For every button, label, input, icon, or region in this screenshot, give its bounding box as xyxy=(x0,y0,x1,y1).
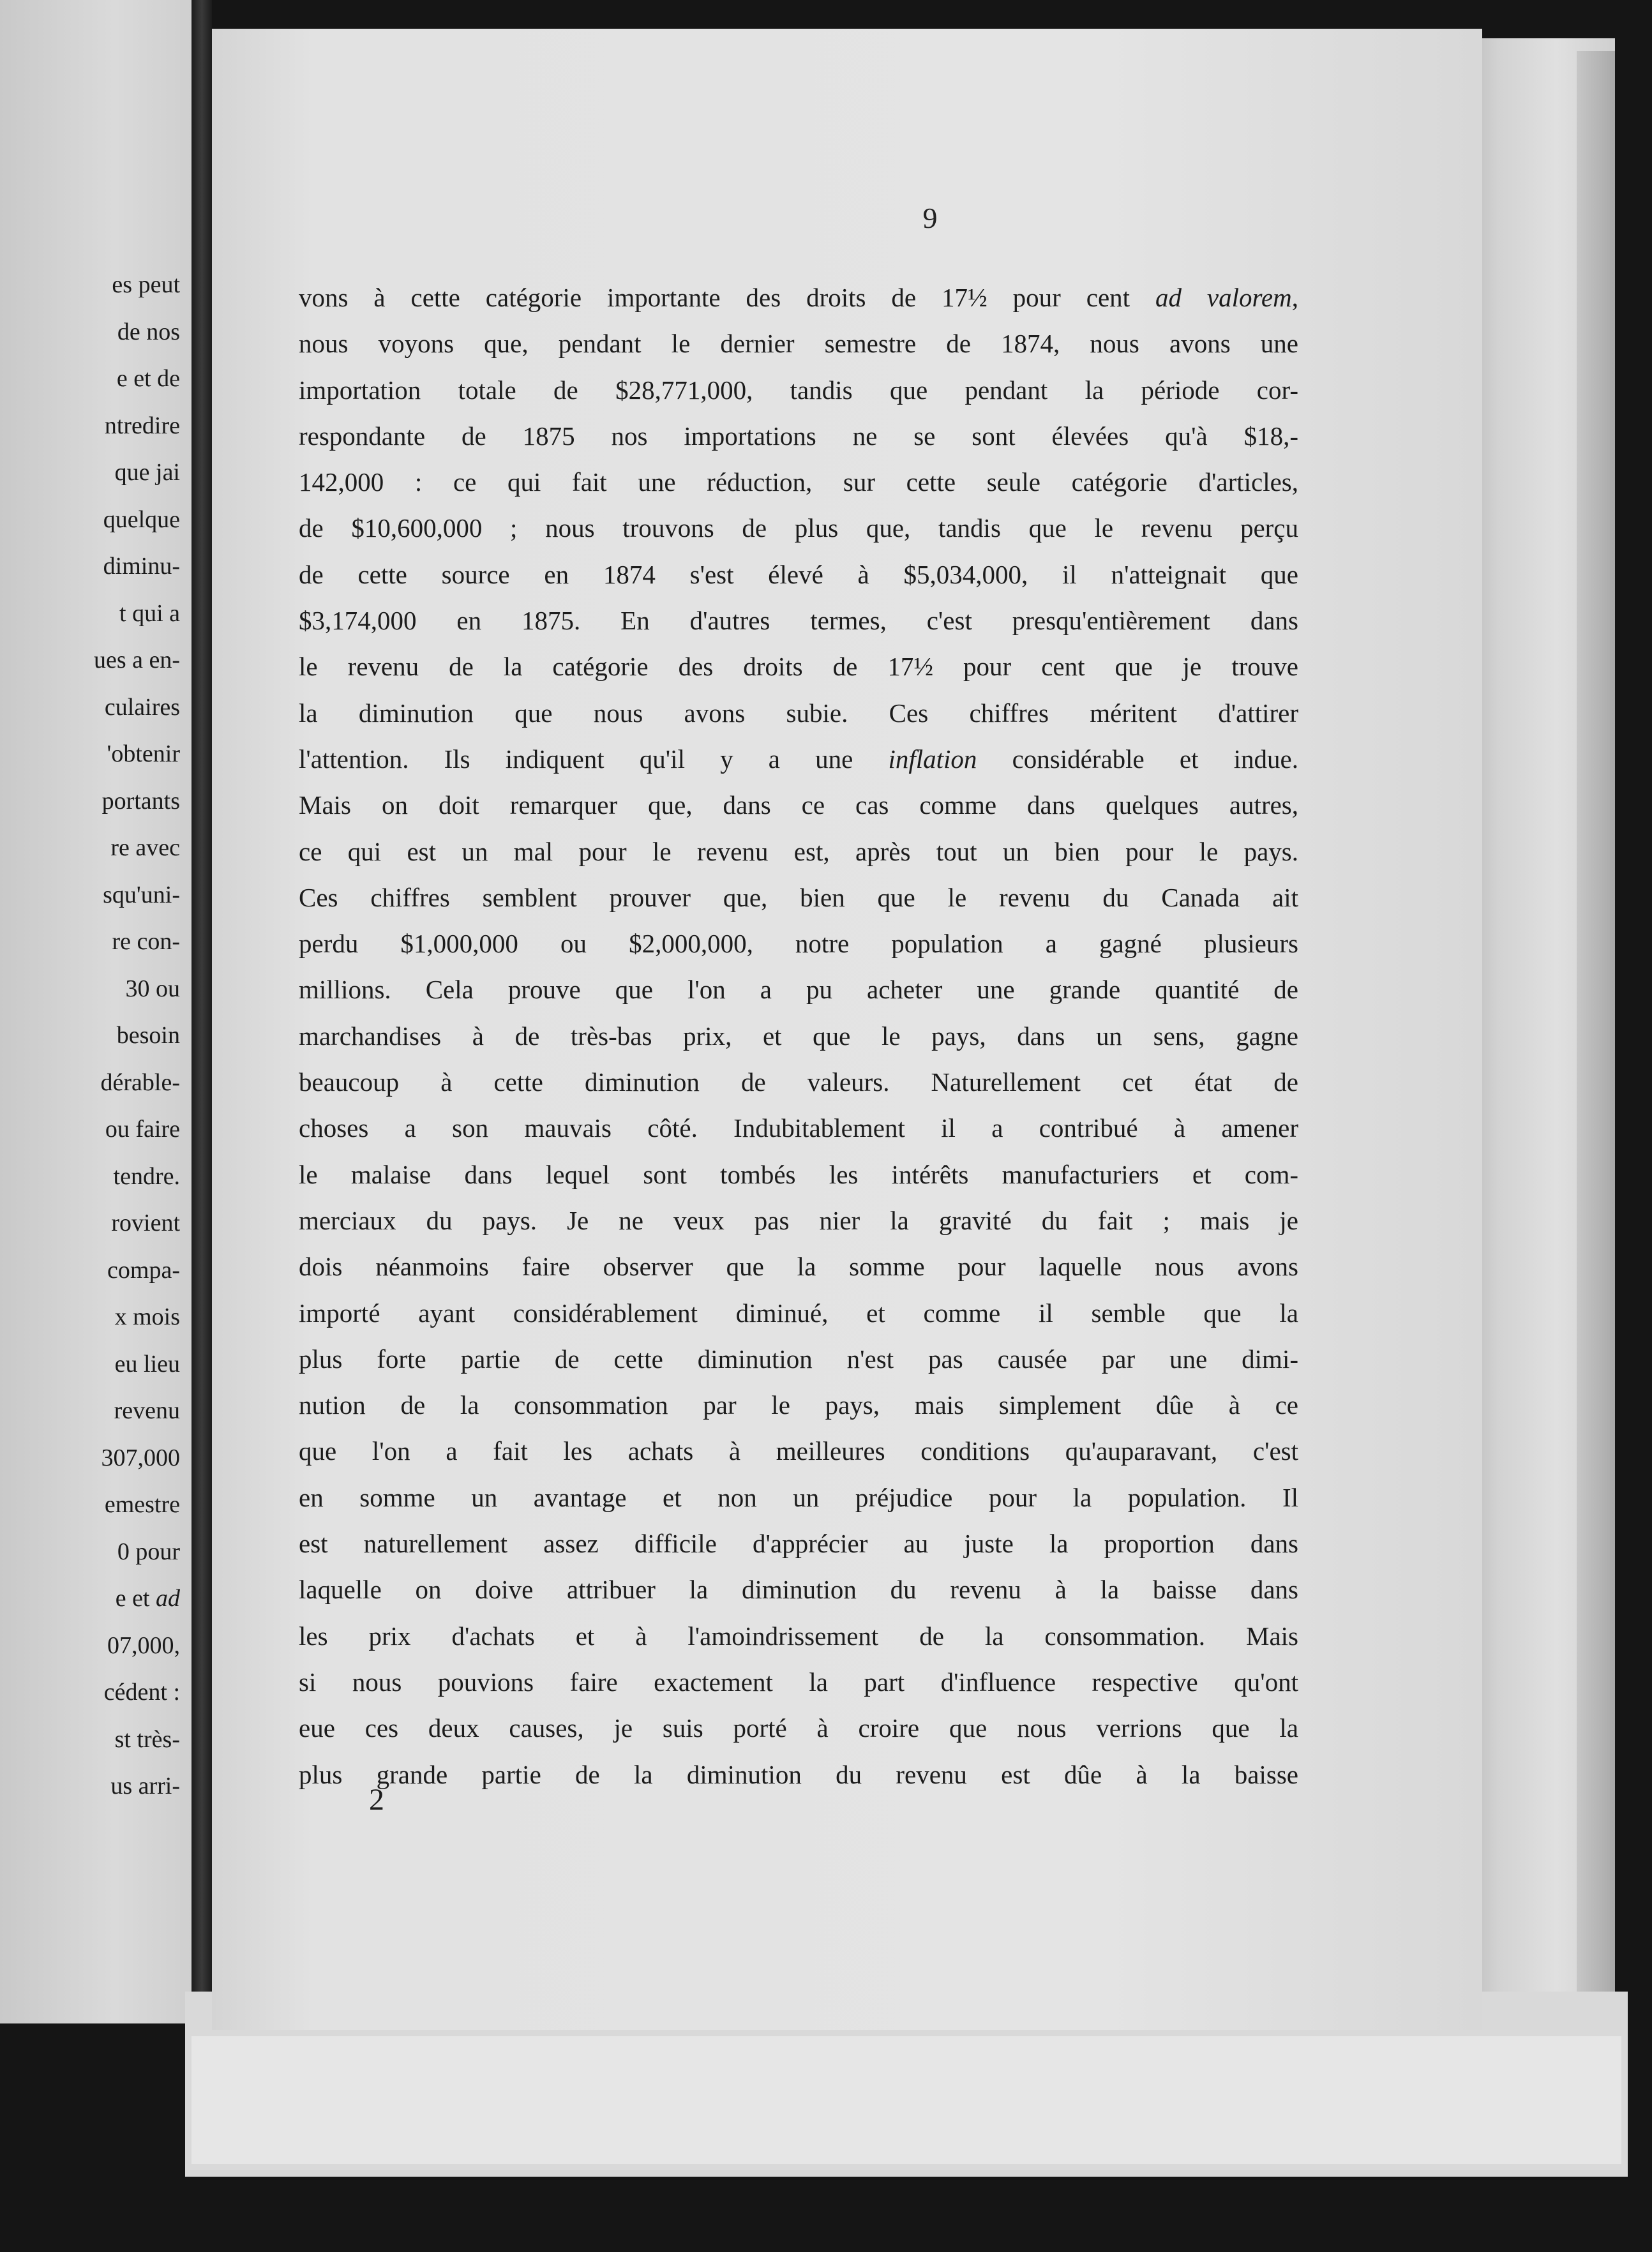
left-page-line: revenu xyxy=(114,1397,180,1424)
left-page-line: compa- xyxy=(107,1256,180,1284)
left-page-line: quelque xyxy=(103,506,180,533)
left-page-line: 307,000 xyxy=(101,1444,180,1471)
text-line: importation totale de $28,771,000, tandis que pendant la période cor- xyxy=(299,375,1298,405)
cover-edge xyxy=(1577,51,1615,2158)
text-line: eue ces deux causes, je suis porté à croire que nous verrions que la xyxy=(299,1713,1298,1743)
text-line: de cette source en 1874 s'est élevé à $5,034,000, il n'atteignait que xyxy=(299,559,1298,589)
text-line: l'attention. Ils indiquent qu'il y a une inflation considérable et indue. xyxy=(299,744,1298,774)
left-page-line: st très- xyxy=(114,1725,180,1753)
left-page-line: ues a en- xyxy=(93,647,180,673)
text-line: nution de la consommation par le pays, mais simplement dûe à ce xyxy=(299,1390,1298,1420)
text-line: nous voyons que, pendant le dernier semestre de 1874, nous avons une xyxy=(299,329,1298,359)
text-line: vons à cette catégorie importante des droits de 17½ pour cent ad valorem, xyxy=(299,283,1298,312)
text-line: beaucoup à cette diminution de valeurs. Naturellement cet état de xyxy=(299,1067,1298,1097)
page-number: 9 xyxy=(922,202,938,234)
left-page-text xyxy=(94,262,180,1810)
left-page-line: t qui a xyxy=(119,599,180,627)
left-page-line: emestre xyxy=(104,1491,180,1518)
text-line: laquelle on doive attribuer la diminution du revenu à la baisse dans xyxy=(299,1575,1298,1605)
text-line: le malaise dans lequel sont tombés les intérêts manufacturiers et com- xyxy=(299,1159,1298,1189)
text-line: plus grande partie de la diminution du revenu est dûe à la baisse xyxy=(299,1759,1298,1789)
left-page-line: que jai xyxy=(114,459,180,486)
left-page-line: es peut xyxy=(112,271,180,298)
text-line: marchandises à de très-bas prix, et que le pays, dans un sens, gagne xyxy=(299,1021,1298,1051)
text-line: respondante de 1875 nos importations ne se sont élevées qu'à $18,- xyxy=(299,421,1298,451)
text-line: le revenu de la catégorie des droits de 17½ pour cent que je trouve xyxy=(299,652,1298,682)
left-page-line: ou faire xyxy=(105,1116,180,1143)
left-page-line: re avec xyxy=(110,834,180,861)
text-line: 142,000 : ce qui fait une réduction, sur cette seule catégorie d'articles, xyxy=(299,467,1298,497)
left-page-line: tendre. xyxy=(113,1162,180,1190)
left-page-line: ntredire xyxy=(104,412,180,439)
left-page-line: 07,000, xyxy=(107,1632,180,1659)
left-facing-page xyxy=(0,0,191,2023)
text-line: la diminution que nous avons subie. Ces chiffres méritent d'attirer xyxy=(299,698,1298,728)
text-line: millions. Cela prouve que l'on a pu acheter une grande quantité de xyxy=(299,975,1298,1005)
left-page-line: de nos xyxy=(117,318,180,345)
left-page-line: eu lieu xyxy=(114,1350,180,1377)
text-line: Mais on doit remarquer que, dans ce cas comme dans quelques autres, xyxy=(299,790,1298,820)
text-line: est naturellement assez difficile d'apprécier au juste la proportion dans xyxy=(299,1529,1298,1559)
page-stack-bottom-lower xyxy=(191,2036,1621,2164)
signature-mark: 2 xyxy=(369,1783,384,1817)
left-page-line: portants xyxy=(101,787,180,814)
text-line: les prix d'achats et à l'amoindrissement de la consommation. Mais xyxy=(299,1621,1298,1651)
text-line: si nous pouvions faire exactement la part d'influence respective qu'ont xyxy=(299,1667,1298,1697)
text-line: de $10,600,000 ; nous trouvons de plus que, tandis que le revenu perçu xyxy=(299,513,1298,543)
left-page-line: re con- xyxy=(112,928,180,955)
left-page-line: 30 ou xyxy=(125,975,180,1002)
book-gutter xyxy=(191,0,212,2043)
text-line: plus forte partie de cette diminution n'est pas causée par une dimi- xyxy=(299,1344,1298,1374)
left-page-line: 'obtenir xyxy=(107,740,180,767)
left-page-line: us arri- xyxy=(110,1773,180,1799)
left-page-line: cédent : xyxy=(103,1679,180,1706)
left-page-line: dérable- xyxy=(100,1069,180,1096)
left-page-line: besoin xyxy=(116,1022,180,1049)
left-page-line: 0 pour xyxy=(117,1538,180,1565)
left-page-line: e et de xyxy=(116,365,180,392)
left-page-line: x mois xyxy=(114,1303,180,1330)
left-page-line: e et ad xyxy=(115,1585,180,1612)
text-line: choses a son mauvais côté. Indubitablement il a contribué à amener xyxy=(299,1113,1298,1143)
text-line: dois néanmoins faire observer que la somme pour laquelle nous avons xyxy=(299,1252,1298,1282)
left-page-line: culaires xyxy=(104,693,180,721)
text-line: ce qui est un mal pour le revenu est, après tout un bien pour le pays. xyxy=(299,836,1298,866)
body-text xyxy=(299,274,1298,1798)
left-page-line: rovient xyxy=(111,1210,180,1236)
text-line: perdu $1,000,000 ou $2,000,000, notre population a gagné plusieurs xyxy=(299,929,1298,959)
text-line: $3,174,000 en 1875. En d'autres termes, c'est presqu'entièrement dans xyxy=(299,606,1298,636)
left-page-line: squ'uni- xyxy=(103,881,180,908)
text-line: Ces chiffres semblent prouver que, bien que le revenu du Canada ait xyxy=(299,882,1298,912)
text-line: en somme un avantage et non un préjudice pour la population. Il xyxy=(299,1482,1298,1512)
left-page-line: diminu- xyxy=(103,553,180,580)
text-line: que l'on a fait les achats à meilleures conditions qu'auparavant, c'est xyxy=(299,1436,1298,1466)
text-line: importé ayant considérablement diminué, et comme il semble que la xyxy=(299,1298,1298,1328)
text-line: merciaux du pays. Je ne veux pas nier la gravité du fait ; mais je xyxy=(299,1205,1298,1235)
